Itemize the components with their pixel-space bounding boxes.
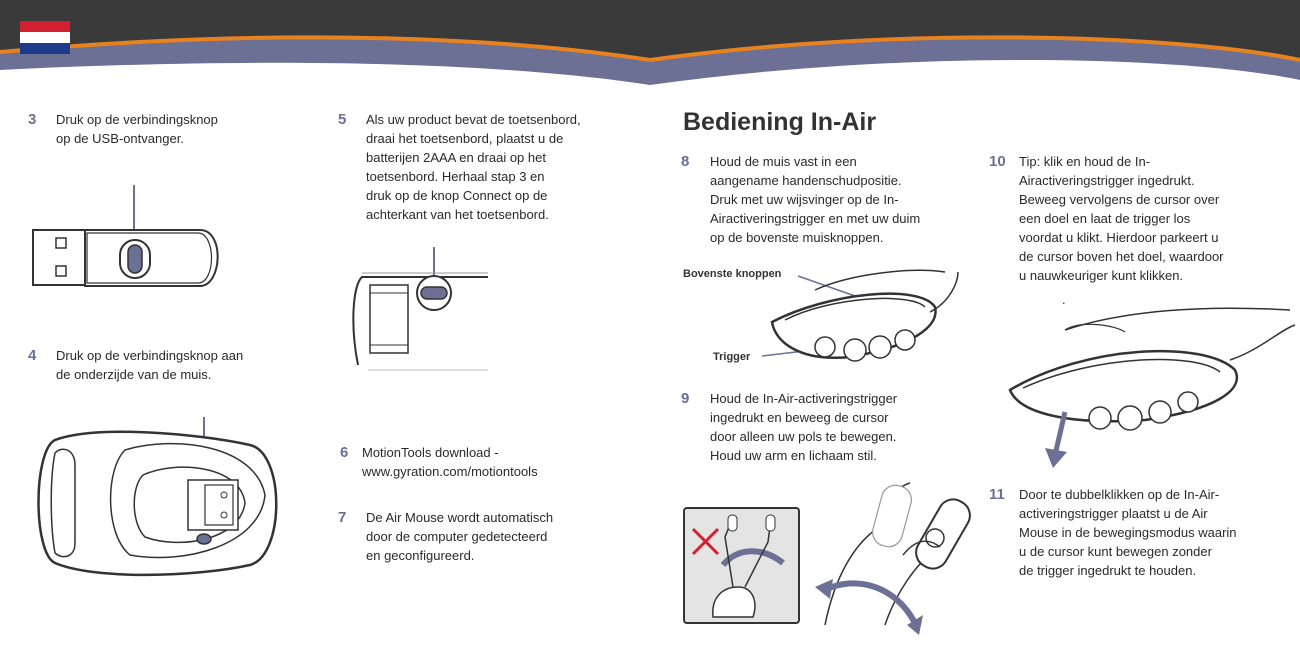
mouse-bottom-illustration [35, 415, 290, 585]
step-text: MotionTools download - www.gyration.com/motiontools [362, 445, 538, 479]
step-text: Tip: klik en houd de In- Airactiveringstrigger ingedrukt. Beweeg vervolgens de cursor over een doel en laat de trigger los voordat u klikt. Hierdoor parkeert u de cursor boven het doel, waardoor u nauwkeuriger kunt klikken. [1019, 154, 1224, 283]
keyboard-back-illustration [348, 245, 498, 375]
wrong-arm-motion-illustration [683, 507, 801, 625]
step-number: 6 [340, 444, 349, 461]
header-graphic [0, 0, 1300, 90]
step-number: 5 [338, 111, 347, 128]
step-number: 7 [338, 509, 347, 526]
step-number: 4 [28, 347, 37, 364]
trigger-label: Trigger [713, 351, 751, 363]
usb-receiver-illustration [30, 180, 230, 290]
wrist-motion-illustration [815, 475, 975, 640]
step-text: Door te dubbelklikken op de In-Air- activeringstrigger plaatst u de Air Mouse in de bewegingsmodus waarin u de cursor kunt bewegen zonder de trigger ingedrukt te houden. [1019, 487, 1237, 578]
step-text: Druk op de verbindingsknop aan de onderzijde van de muis. [56, 348, 244, 382]
step-number: 3 [28, 111, 37, 128]
step-text: Als uw product bevat de toetsenbord, draai het toetsenbord, plaatst u de batterijen 2AAA en draai op het toetsenbord. Herhaal stap 3 en druk op de knop Connect op de achterkant van het toetsenbord. [366, 112, 581, 222]
step-number: 11 [989, 486, 1005, 503]
top-buttons-label: Bovenste knoppen [683, 268, 782, 280]
step-number: 9 [681, 390, 690, 407]
step-number: 10 [989, 153, 1006, 170]
stray-dot: . [1062, 292, 1066, 307]
dutch-flag-icon [20, 21, 70, 54]
step-text: Houd de muis vast in een aangename handenschudpositie. Druk met uw wijsvinger op de In- Airactiveringstrigger en met uw duim op de bovenste muisknoppen. [710, 154, 921, 245]
step-text: De Air Mouse wordt automatisch door de computer gedetecteerd en geconfigureerd. [366, 510, 554, 563]
step-number: 8 [681, 153, 690, 170]
step-text: Houd de In-Air-activeringstrigger ingedrukt en beweeg de cursor door alleen uw pols te bewegen. Houd uw arm en lichaam stil. [710, 391, 898, 463]
step-text: Druk op de verbindingsknop op de USB-ontvanger. [56, 112, 218, 146]
trigger-release-illustration [1005, 300, 1300, 470]
page-header [0, 0, 1300, 90]
section-title: Bediening In-Air [683, 108, 877, 136]
hand-grip-illustration [760, 262, 960, 377]
